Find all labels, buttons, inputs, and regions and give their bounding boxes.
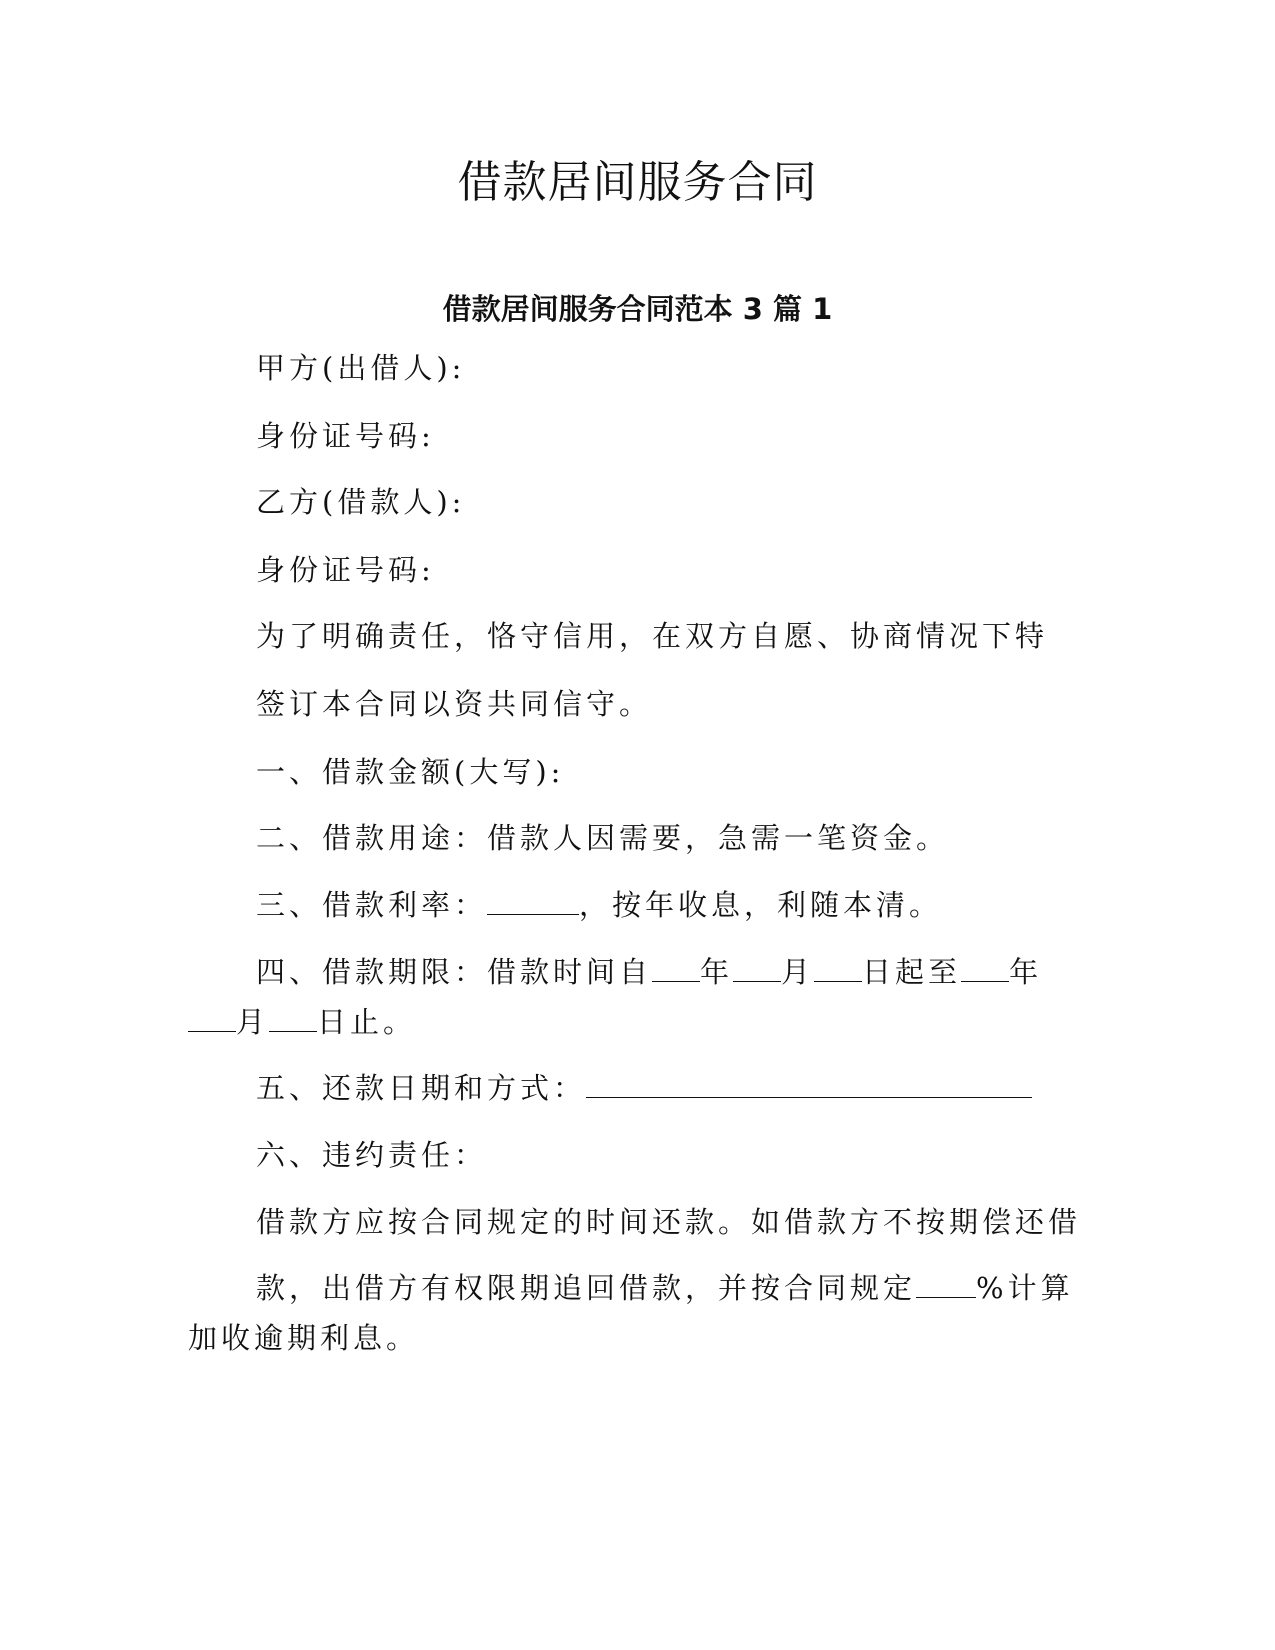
clause-2-purpose: 二、借款用途：借款人因需要，急需一笔资金。 bbox=[256, 821, 950, 855]
end-year-blank bbox=[961, 959, 1009, 982]
intro-line-1: 为了明确责任，恪守信用，在双方自愿、协商情况下特 bbox=[256, 619, 1049, 653]
clause-4-label: 四、借款期限：借款时间自 bbox=[256, 955, 653, 989]
clause-3-rest: ，按年收息，利随本清。 bbox=[579, 888, 943, 922]
clause-6-breach: 六、违约责任： bbox=[256, 1138, 488, 1172]
repayment-blank bbox=[586, 1075, 1032, 1098]
clause-5-label: 五、还款日期和方式： bbox=[256, 1071, 587, 1105]
document-title: 借款居间服务合同 bbox=[457, 157, 818, 208]
breach-line-3: 加收逾期利息。 bbox=[188, 1321, 420, 1355]
intro-line-2: 签订本合同以资共同信守。 bbox=[256, 687, 653, 721]
clause-4-term-continued bbox=[188, 1000, 416, 1041]
end-month-blank bbox=[188, 1009, 236, 1032]
start-year-blank bbox=[652, 959, 700, 982]
start-day-label: 日起至 bbox=[862, 955, 962, 989]
clause-5-repayment bbox=[256, 1066, 1032, 1107]
clause-3-label: 三、借款利率： bbox=[256, 888, 488, 922]
end-month-label: 月 bbox=[236, 1005, 270, 1039]
party-b-id-line: 身份证号码: bbox=[256, 553, 435, 587]
breach-line-2 bbox=[256, 1266, 1074, 1307]
document-subtitle: 借款居间服务合同范本 3 篇 1 bbox=[442, 292, 833, 326]
clause-1-amount: 一、借款金额(大写): bbox=[256, 755, 565, 789]
percent-blank bbox=[916, 1275, 976, 1298]
party-b-line: 乙方(借款人): bbox=[256, 485, 466, 519]
breach-line-2-text: 款，出借方有权限期追回借款，并按合同规定 bbox=[256, 1271, 917, 1305]
breach-line-2-tail: %计算 bbox=[976, 1271, 1074, 1305]
breach-line-1: 借款方应按合同规定的时间还款。如借款方不按期偿还借 bbox=[256, 1205, 1082, 1239]
start-day-blank bbox=[814, 959, 862, 982]
clause-3-rate bbox=[256, 883, 942, 924]
end-day-blank bbox=[269, 1009, 317, 1032]
rate-blank bbox=[487, 892, 579, 915]
start-year-label: 年 bbox=[700, 955, 734, 989]
party-a-id-line: 身份证号码: bbox=[256, 419, 435, 453]
start-month-label: 月 bbox=[781, 955, 815, 989]
end-year-label: 年 bbox=[1009, 955, 1043, 989]
clause-4-term bbox=[256, 950, 1042, 991]
party-a-line: 甲方(出借人): bbox=[256, 351, 466, 385]
start-month-blank bbox=[733, 959, 781, 982]
end-day-label: 日止。 bbox=[317, 1005, 417, 1039]
